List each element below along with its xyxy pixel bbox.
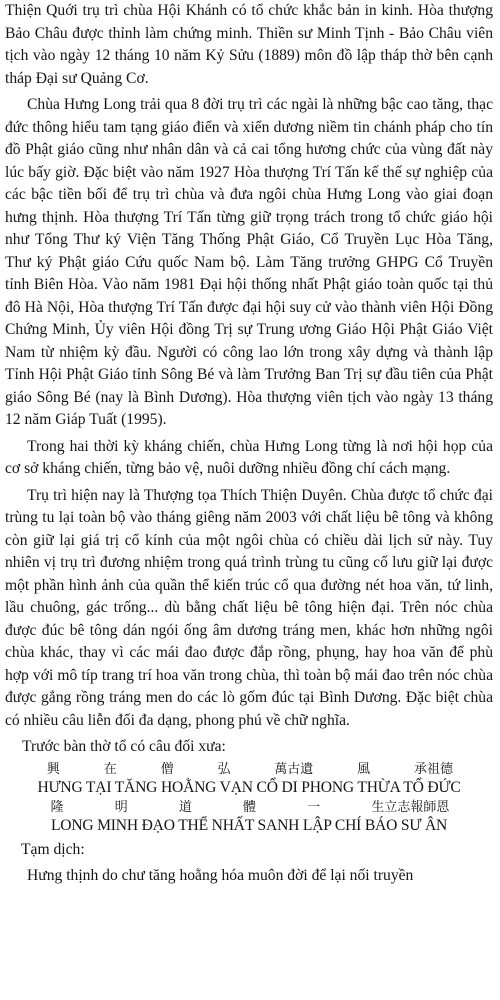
han-glyph: 一	[307, 799, 321, 815]
couplet-line2-romanized: LONG MINH ĐẠO THỂ NHẤT SANH LẬP CHÍ BÁO SƯ ÂN	[50, 816, 448, 834]
han-glyph: 隆	[50, 799, 64, 815]
han-glyph: 弘	[217, 761, 231, 777]
han-glyph: 承祖德	[413, 761, 453, 777]
couplet-intro: Trước bàn thờ tổ có câu đối xưa:	[22, 738, 226, 755]
han-glyph: 興	[46, 761, 60, 777]
paragraph-4: Trụ trì hiện nay là Thượng tọa Thích Thiện Duyên. Chùa được tổ chức đại trùng tu lại toàn bộ vào tháng giêng năm 2003 với chất liệu bê tông và không còn giữ lại giá trị cổ kính của một ngôi chùa có chiều dài lịch sử này. Tuy nhiên vị trụ trì đương nhiệm trong quá trình trùng tu cũng cố lưu giữ lại được một phần hình ảnh của quần thể kiến trúc cổ qua đường nét hoa văn, tứ linh, lầu chuông, gác trống... dù bằng chất liệu bê tông hiện đại. Trên nóc chùa được đúc bê tông dán ngói ống âm dương tráng men, khác hơn những ngôi chùa khác, thay vì các mái đao được đắp rồng, phụng, hay hoa văn để phù hợp với mô típ trang trí hoa văn trong chùa, thì toàn bộ mái đao trên nóc chùa được gắng rồng tráng men do các lò gốm đúc tại Bình Dương. Đặc biệt chùa có nhiều câu liễn đối đa dạng, phong phú về chữ nghĩa.	[5, 486, 493, 729]
han-glyph: 明	[114, 799, 128, 815]
han-glyph: 生立志報師恩	[371, 799, 450, 815]
han-glyph: 在	[103, 761, 117, 777]
couplet-line2-han	[5, 799, 493, 816]
translation-label: Tạm dịch:	[21, 840, 85, 858]
han-glyph: 道	[178, 799, 192, 815]
paragraph-3: Trong hai thời kỳ kháng chiến, chùa Hưng Long từng là nơi hội họp của cơ sở kháng chiến, từng bảo vệ, nuôi dưỡng nhiều đồng chí cách mạng.	[5, 437, 493, 477]
han-glyph: 風	[357, 761, 371, 777]
document-page	[5, 0, 493, 1000]
han-glyph: 體	[243, 799, 257, 815]
han-glyph: 萬古遺	[274, 761, 314, 777]
paragraph-2: Chùa Hưng Long trải qua 8 đời trụ trì các ngài là những bậc cao tăng, thạc đức thông hiểu tam tạng giáo điển và xiển dương niềm tin chánh pháp cho tín đồ Phật giáo cũng như nhân dân và cả cai tổng hương chức của vùng đất này lúc bấy giờ. Đặc biệt vào năm 1927 Hòa thượng Trí Tấn kế thế sự nghiệp của các bậc tiền bối để trụ trì chùa và đưa ngôi chùa Hưng Long vào giai đoạn hưng thịnh. Hòa thượng Trí Tấn từng giữ trọng trách trong tổ chức giáo hội như Tổng Thư ký Viện Tăng Thống Phật Giáo, Cổ Truyền Lục Hòa Tăng, Thư ký Phật giáo Cứu quốc Nam bộ. Làm Tăng trưởng GHPG Cổ Truyền tỉnh Biên Hòa. Vào năm 1981 Đại hội thống nhất Phật giáo toàn quốc tại thủ đô Hà Nội, Hòa thượng Trí Tấn được đại hội suy cử vào thành viên Hội Đồng Chứng Minh, Ủy viên Hội đồng Trị sự Trung ương Giáo Hội Phật Giáo Việt Nam từ nhiệm kỳ đầu. Người có công lao lớn trong xây dựng và thành lập Tỉnh Hội Phật Giáo tỉnh Sông Bé và làm Trưởng Ban Trị sự đầu tiên của Phật giáo Sông Bé (nay là Bình Dương). Hòa thượng viên tịch vào ngày 13 tháng 12 năm Giáp Tuất (1995).	[5, 96, 493, 428]
translation-first-line: Hưng thịnh do chư tăng hoằng hóa muôn đời để lại nối truyền	[27, 867, 414, 884]
couplet-line1-romanized: HƯNG TẠI TĂNG HOẰNG VẠN CỔ DI PHONG THỪA TỔ ĐỨC	[37, 778, 461, 796]
paragraph-1: Thiện Quới trụ trì chùa Hội Khánh có tổ chức khắc bản in kinh. Hòa thượng Bảo Châu được thỉnh làm chứng minh. Thiền sư Minh Tịnh - Bảo Châu viên tịch vào ngày 12 tháng 10 năm Kỷ Sửu (1889) môn đồ lập tháp thờ bên cạnh tháp Đại sư Quảng Cơ.	[5, 2, 493, 87]
couplet-line1-han	[5, 761, 493, 778]
han-glyph: 僧	[160, 761, 174, 777]
